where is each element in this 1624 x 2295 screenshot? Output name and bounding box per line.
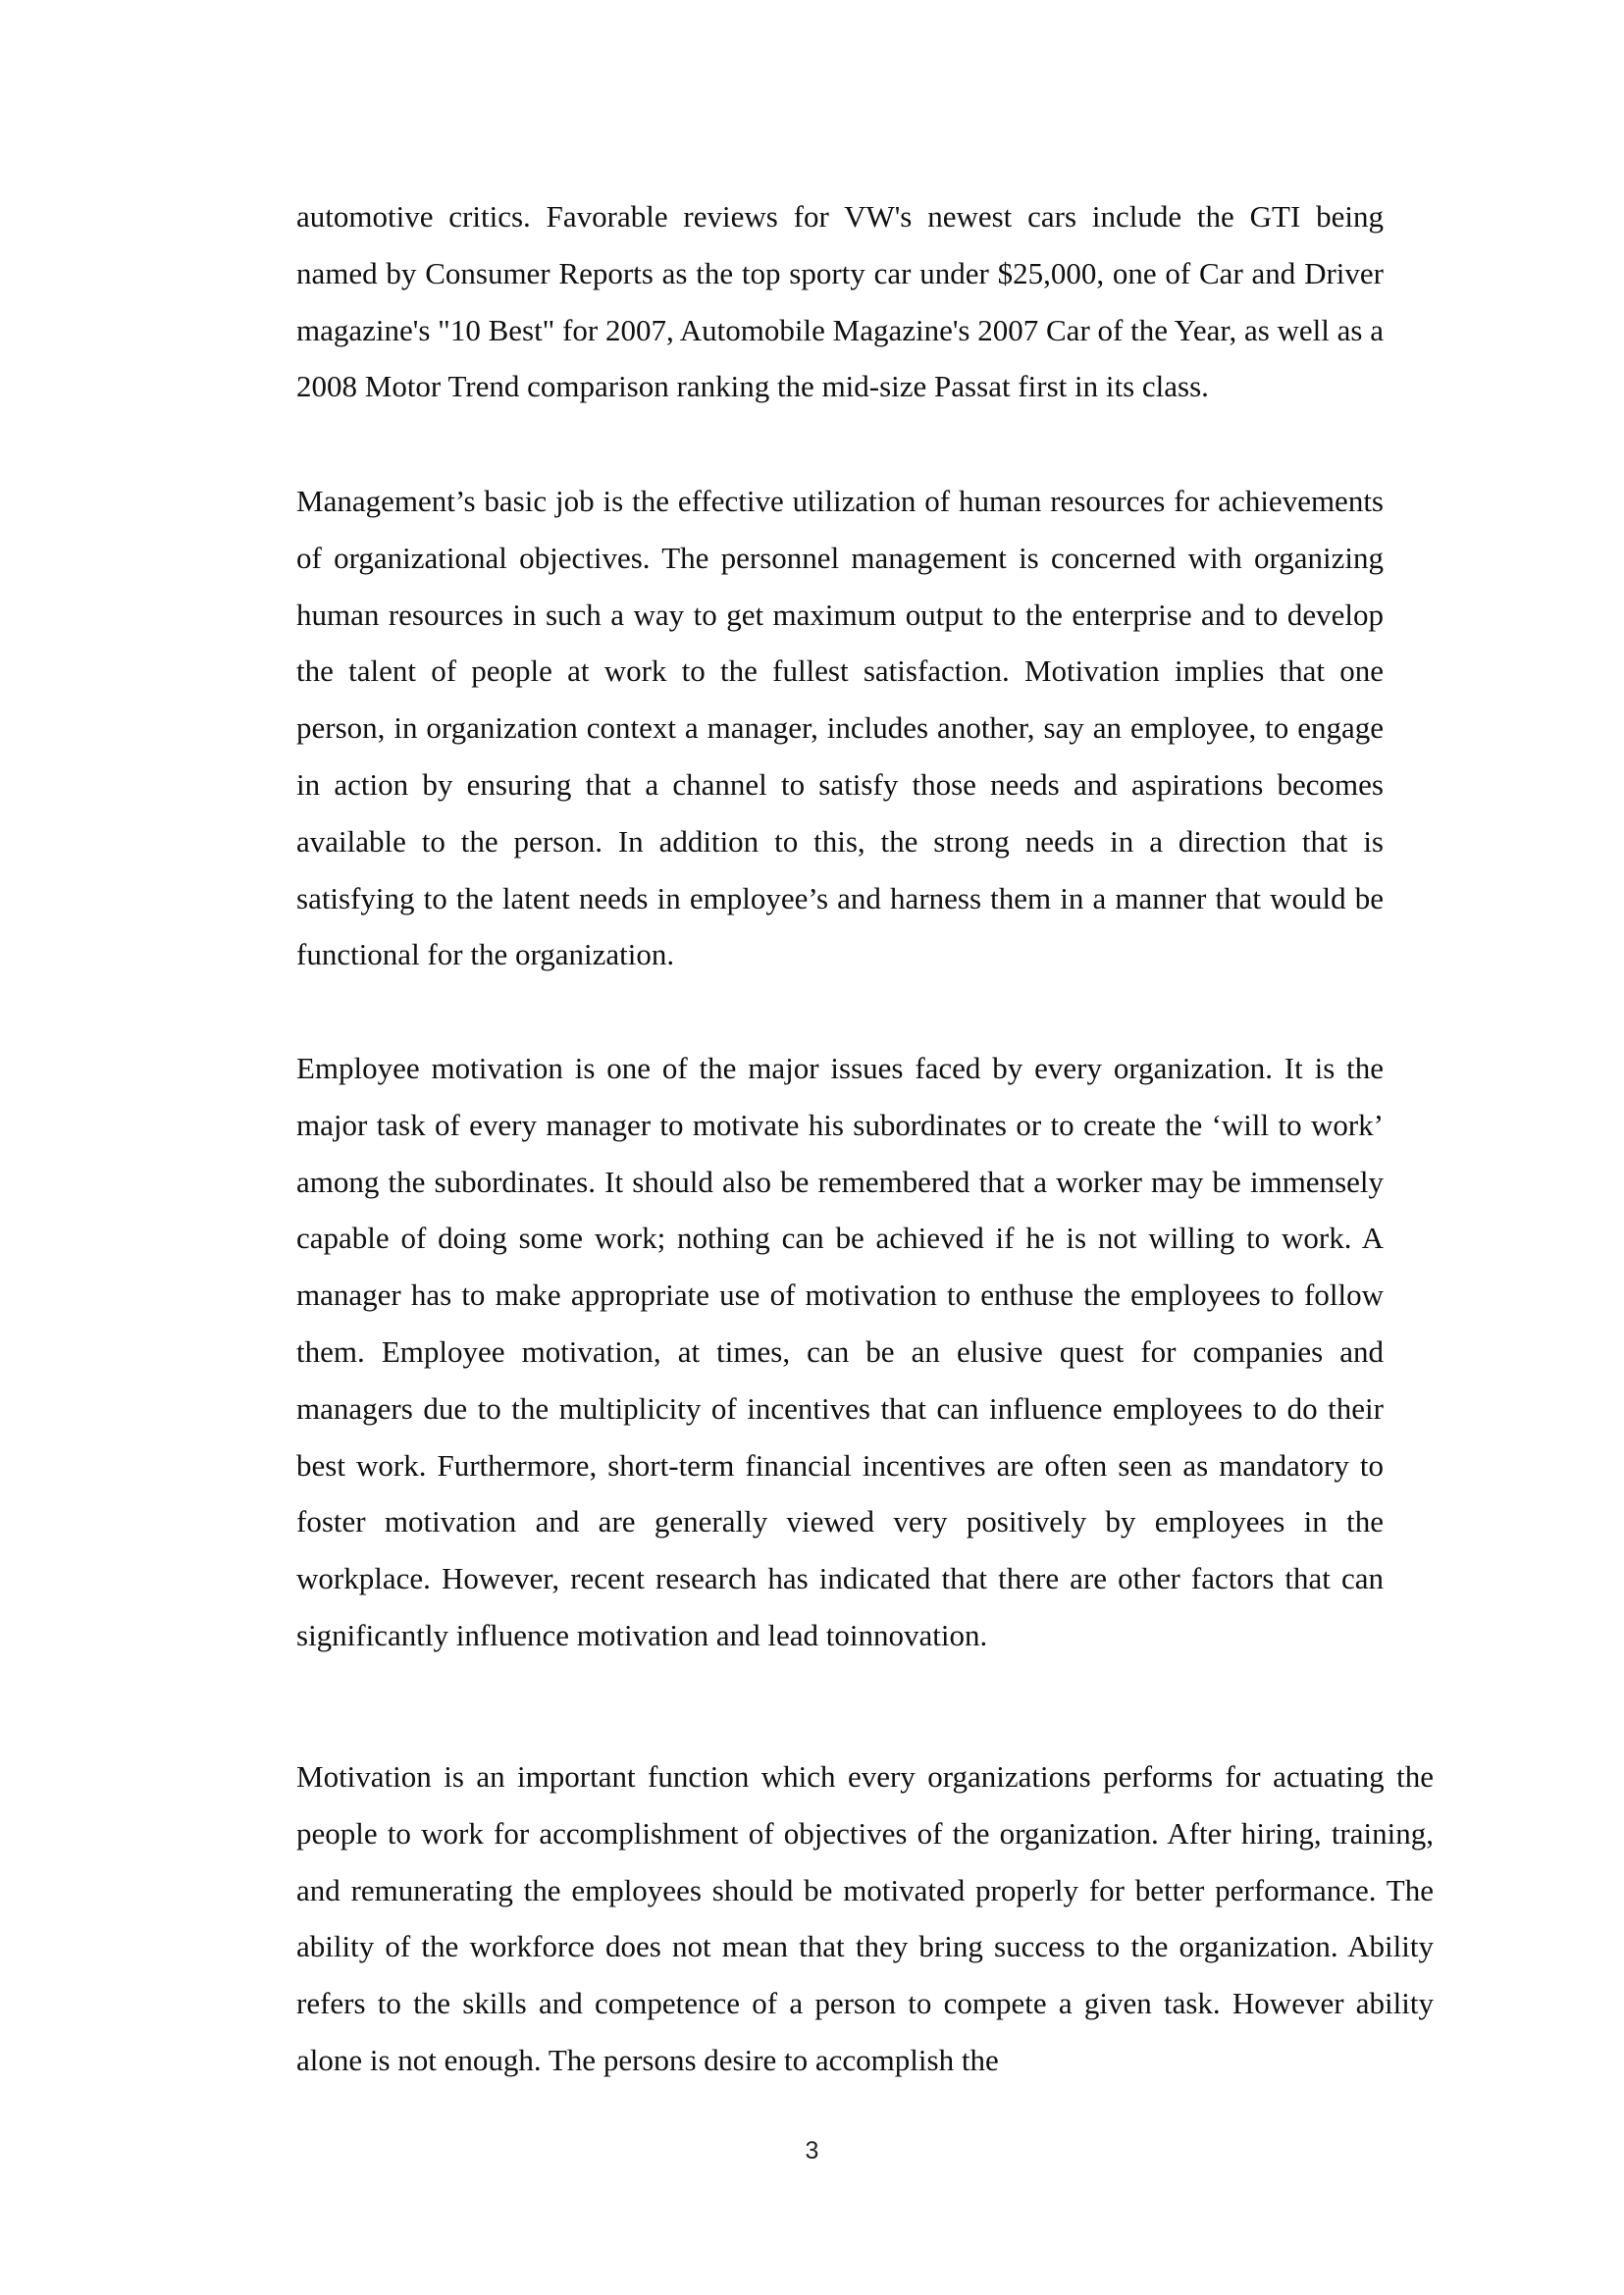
paragraph-motivation-function: Motivation is an important function which every organizations performs for actuating the people to work for accomplishment of objectives of the organization. After hiring, training, and remunerating the employees should be motivated properly for better performance. The ability of the workforce does not mean that they bring success to the organization. Ability refers to the skills and competence of a person to compete a given task. However ability alone is not enough. The persons desire to accomplish the — [296, 1759, 1434, 2077]
paragraph-employee-motivation: Employee motivation is one of the major issues faced by every organization. It is the major task of every manager to motivate his subordinates or to create the ‘will to work’ among the subordinates. It should also be remembered that a worker may be immensely capable of doing some work; nothing can be achieved if he is not willing to work. A manager has to make appropriate use of motivation to enthuse the employees to follow them. Employee motivation, at times, can be an elusive quest for companies and managers due to the multiplicity of incentives that can influence employees to do their best work. Furthermore, short-term financial incentives are often seen as mandatory to foster motivation and are generally viewed very positively by employees in the workplace. However, recent research has indicated that there are other factors that can significantly influence motivation and lead toinnovation. — [296, 1051, 1384, 1652]
paragraph-vw-reviews: automotive critics. Favorable reviews for VW's newest cars include the GTI being named by Consumer Reports as the top sporty car under $25,000, one of Car and Driver magazine's "10 Best" for 2007, Automobile Magazine's 2007 Car of the Year, as well as a 2008 Motor Trend comparison ranking the mid-size Passat first in its class. — [296, 199, 1384, 404]
page-number: 3 — [805, 2137, 819, 2165]
paragraph-management-job: Management’s basic job is the effective utilization of human resources for achievements of organizational objectives. The personnel management is concerned with organizing human resources in such a way to get maximum output to the enterprise and to develop the talent of people at work to the fullest satisfaction. Motivation implies that one person, in organization context a manager, includes another, say an employee, to engage in action by ensuring that a channel to satisfy those needs and aspirations becomes available to the person. In addition to this, the strong needs in a direction that is satisfying to the latent needs in employee’s and harness them in a manner that would be functional for the organization. — [296, 484, 1384, 972]
